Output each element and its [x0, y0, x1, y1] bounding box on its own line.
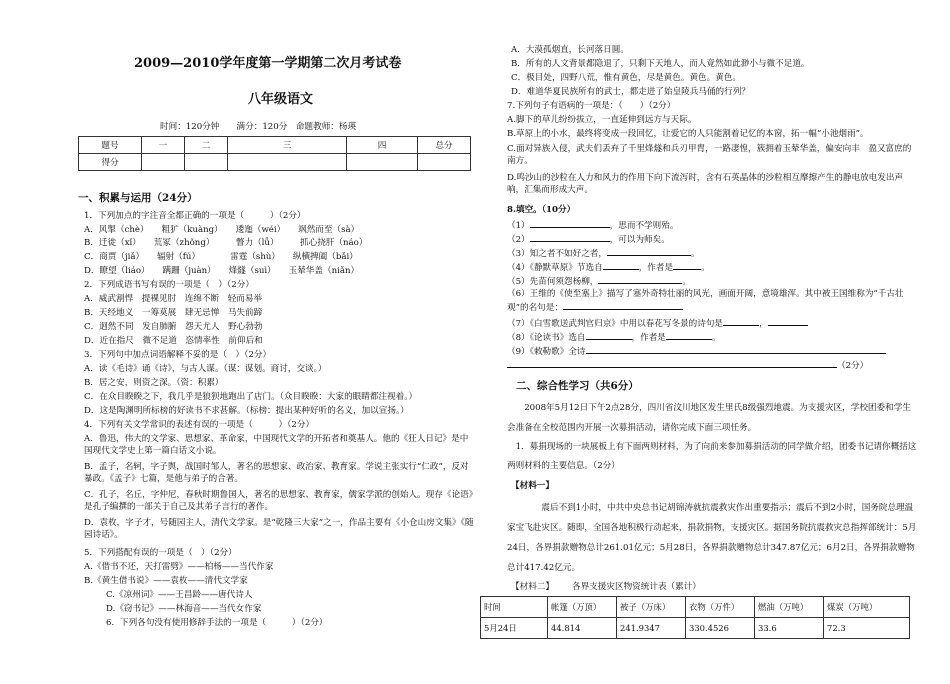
- fill-line: [507, 260, 710, 274]
- option-line: D．难道华夏民族所有的武士，都走进了始皇陵兵马俑的行列？: [511, 87, 750, 97]
- fill-text: ，: [759, 319, 768, 329]
- fill-line: [507, 330, 721, 344]
- option-line: A．鲁迅，伟大的文学家、思想家、革命家，中国现代文学的开拓者和奠基人。他的《狂人日记》是中国现代文学史上第一篇白话文小说。: [84, 434, 469, 456]
- material-1-label: 【材料一】: [511, 481, 554, 491]
- fill-text: 。: [711, 333, 721, 343]
- intro-paragraph: 2008年5月12日下午2点28分，四川省汶川地区发生里氏8级强烈地震。为支援灾区，学校团委和学生会准备在全校范围内开展一次募捐活动，请你完成下面三项任务。: [507, 403, 911, 433]
- option-line: C.面对异族入侵，武夫们丢弃了千里烽燧和兵刃甲胄，一路凄惶，簇拥着玉辇华盖，偏安向丰 盈又富庶的南方。: [507, 144, 912, 166]
- answer-blank[interactable]: [673, 260, 701, 270]
- answer-blank[interactable]: [666, 330, 712, 340]
- question-line: 7.下列句子有语病的一项是：（ ）（2分）: [507, 101, 676, 111]
- question-line: 1．下列加点的字注音全都正确的一项是（ ）（2分）: [84, 211, 306, 221]
- option-line: B.《黄生借书说》——袁枚——清代文学家: [84, 576, 248, 586]
- question-line: 6．下列各句没有使用修辞手法的一项是（ ）（2分）: [106, 618, 328, 628]
- fill-line: [507, 232, 670, 246]
- fill-text: ，作者是: [638, 263, 674, 273]
- option-line: A．风掣（chè） 粗犷（kuàng） 逶迤（wéi） 飒然而至（sà）: [84, 225, 360, 235]
- table-cell: 72.3: [824, 618, 910, 639]
- fill-text: （8）《论读书》选自: [507, 333, 586, 343]
- table-cell: 燃油（万吨）: [755, 597, 824, 618]
- option-line: B．迁徙（xǐ） 荒冢（zhǒng） 瞥力（lǚ） 抓心挠肝（náo）: [84, 238, 368, 248]
- fill-text: （3）知之者不如好之者，: [507, 249, 607, 259]
- option-line: B.草原上的小水，最终将变成一段回忆，让爱它的人只能割着记忆的本窗，拓一幅“小池烟雨”。: [507, 129, 869, 139]
- score-cell: 总分: [418, 137, 471, 154]
- score-input[interactable]: [228, 154, 347, 171]
- table-cell: 330.4526: [686, 618, 755, 639]
- fill-text: （9）《敕勒歌》全诗: [507, 347, 586, 357]
- fill-line: [507, 288, 912, 314]
- fill-line: [507, 218, 678, 232]
- exam-meta: 时间：120分钟 满分：120分 命题教师：杨瑛: [160, 122, 357, 132]
- score-input[interactable]: [142, 154, 185, 171]
- answer-blank[interactable]: [607, 246, 691, 256]
- option-line: A.脚下的草儿纷纷拔立，一直延伸到远方与天际。: [507, 115, 697, 125]
- question-line: 3．下列句中加点词语解释不妥的是（ ）（2分）: [84, 350, 272, 360]
- option-line: C．极目处，四野八荒，惟有黄色，尽是黄色。黄色。黄色。: [511, 73, 742, 83]
- score-cell: 得分: [79, 154, 142, 171]
- option-line: A.《借书不还，天打雷劈》——柏杨——当代作家: [84, 562, 274, 572]
- fill-text: ，可以为师矣。: [609, 235, 670, 245]
- question-line: 8.填空。（10分）: [507, 205, 576, 215]
- option-line: D．瞭望（liáo） 蹒跚（juàn） 烽燧（suì） 玉辇华盖（niǎn）: [84, 266, 360, 276]
- score-cell: 四: [347, 137, 418, 154]
- fill-text: ，思而不学则殆。: [609, 221, 679, 231]
- material-2-label: 【材料二】: [511, 582, 554, 592]
- material-table: [480, 596, 910, 639]
- question-line: 2．下列成语书写有误的一项是（ ）（2分）: [84, 280, 254, 290]
- fill-text: （7）《白雪歌送武判官归京》中用以春花写冬景的诗句是: [507, 319, 724, 329]
- option-line: D.《窃书记》——林海音——当代女作家: [106, 604, 262, 614]
- score-cell: 题号: [79, 137, 142, 154]
- option-line: A．威武割悍 提裸见肘 连绵不断 轻而易举: [84, 294, 263, 304]
- material-2-title: 各界支援灾区物资统计表（累计）: [572, 582, 701, 592]
- option-line: A．读《毛诗》诵《诗》，与古人谋。（谋：谋划。商讨，交谈。）: [84, 364, 327, 374]
- option-line: A．大漠孤烟直，长河落日圆。: [511, 45, 629, 55]
- answer-blank[interactable]: [598, 274, 682, 284]
- table-cell: 衣物（万件）: [686, 597, 755, 618]
- section-2-heading: 二、综合性学习（共6分）: [516, 380, 639, 392]
- fill-text: （1）: [507, 221, 530, 231]
- table-cell: 被子（万床）: [617, 597, 686, 618]
- option-line: D.鸣沙山的沙粒在人力和风力的作用下向下流泻时，含有石英晶体的沙粒相互摩擦产生的静电放电发出声响，汇集而形成大声。: [507, 173, 904, 195]
- option-line: C．孔子，名丘，字仲尼，春秋时期鲁国人，著名的思想家、教育家，儒家学派的创始人。现存《论语》是孔子编撰的一部关于自己及其弟子言行的著作。: [84, 490, 473, 512]
- option-line: D．近在指尺 微不足道 恣情率性 前仰后和: [84, 336, 263, 346]
- exam-subtitle: 八年级语文: [248, 92, 314, 107]
- score-table: [78, 136, 471, 171]
- table-cell: 煤炭（万吨）: [824, 597, 910, 618]
- score-input[interactable]: [185, 154, 228, 171]
- fill-text: 。: [691, 249, 700, 259]
- question-line: 1．募捐现场的一块展板上有下面两则材料，为了向前来参加募捐活动的同学做介绍，团委书记请你概括这两则材料的主要信息。（2分）: [507, 442, 917, 471]
- score-cell: 三: [228, 137, 347, 154]
- option-line: D．这是陶渊明所标榜的好读书不求甚解。（标榜：提出某种好听的名义，加以宣扬。）: [84, 406, 409, 416]
- exam-title: 2009—2010学年度第一学期第二次月考试卷: [134, 56, 402, 71]
- answer-blank[interactable]: [530, 218, 610, 228]
- option-line: D．袁枚，字子才，号随园主人，清代文学家。是“乾隆三大家”之一，作品主要有《小仓山房文集》《随园诗话》。: [84, 518, 474, 540]
- option-line: B．居之安，则资之深。（资：积累）: [84, 378, 224, 388]
- fill-line: [507, 344, 886, 358]
- table-cell: 44.814: [548, 618, 617, 639]
- answer-blank[interactable]: [768, 316, 808, 326]
- table-cell: 33.6: [755, 618, 824, 639]
- score-input[interactable]: [418, 154, 471, 171]
- table-cell: 时间: [481, 597, 548, 618]
- table-row: [481, 618, 910, 639]
- fill-text: ，作者是: [631, 333, 666, 343]
- answer-blank[interactable]: [586, 330, 632, 340]
- section-1-heading: 一、积累与运用（24分）: [78, 192, 198, 204]
- option-line: C．迥然不同 发自肺腑 怨天尤人 野心勃勃: [84, 322, 263, 332]
- option-line: B．天经地义 一筹莫展 肆无忌惮 马失前蹄: [84, 308, 263, 318]
- option-line: C.《凉州词》——王昌龄——唐代诗人: [106, 590, 253, 600]
- fill-text: （6）王维的《使至塞上》描写了塞外奇特壮丽的风光，画面开阔，意境雄浑。其中被王国维称为“千古壮观”的名句是：: [507, 289, 904, 313]
- table-cell: 帐篷（万顶）: [548, 597, 617, 618]
- fill-text: 。: [701, 263, 710, 273]
- fill-line: [507, 274, 691, 288]
- answer-blank[interactable]: [586, 344, 886, 354]
- score-header-row: [79, 137, 471, 154]
- fill-text: （2）: [507, 235, 530, 245]
- table-header-row: [481, 597, 910, 618]
- table-cell: 241.9347: [617, 618, 686, 639]
- fill-line: [507, 316, 808, 330]
- fill-text: （5）先苗何须怨杨柳，: [507, 277, 599, 287]
- table-cell: 5月24日: [481, 618, 548, 639]
- question-line: 4．下列有关文学常识的表述有误的一项是（ ）（2分）: [84, 420, 315, 430]
- option-line: C．商贾（jiǎ） 辐射（fú） 雷霆（shù） 纵横捭阖（bǎi）: [84, 252, 358, 262]
- score-input[interactable]: [347, 154, 418, 171]
- option-line: B．所有的人文背景都隐退了，只剩下天地人，而人竟然如此渺小与微不足道。: [511, 59, 810, 69]
- score-cell: 二: [185, 137, 228, 154]
- answer-blank[interactable]: [563, 300, 683, 310]
- option-line: C．在众目睽睽之下，我几乎是狼狈地跑出了店门。（众目睽睽：大家的眼睛都注视着。）: [84, 392, 418, 402]
- fill-line: [507, 246, 700, 260]
- answer-blank[interactable]: [723, 316, 759, 326]
- option-line: B．孟子，名轲，字子舆，战国时邹人，著名的思想家、政治家、教育家。学说主张实行“仁政”，反对暴政。《孟子》七篇，是他与弟子的合著。: [84, 462, 469, 484]
- score-cell: 一: [142, 137, 185, 154]
- answer-blank[interactable]: [530, 232, 610, 242]
- question-line: 5．下列搭配有误的一项是（ ）（2分）: [84, 548, 237, 558]
- score-value-row: [79, 154, 471, 171]
- fill-text: （2分）: [837, 361, 869, 371]
- material-1-text: 震后不到1小时，中共中央总书记胡锦涛就抗震救灾作出重要指示；震后不到2小时，国务院总理温家宝飞赴灾区。随即，全国各地积极行动起来，捐款捐物，支援灾区。据国务院抗震救灾总指挥部统计：5月24日，各界捐款赠物总计261.01亿元；5月28日，各界捐款赠物总计347.87亿元；6月2日，各界捐款赠物总计417.42亿元。: [507, 503, 917, 573]
- answer-blank[interactable]: [507, 358, 837, 368]
- fill-line: [507, 358, 868, 372]
- fill-text: （4）《静默草原》节选自: [507, 263, 603, 273]
- fill-text: 。: [682, 277, 692, 287]
- answer-blank[interactable]: [603, 260, 639, 270]
